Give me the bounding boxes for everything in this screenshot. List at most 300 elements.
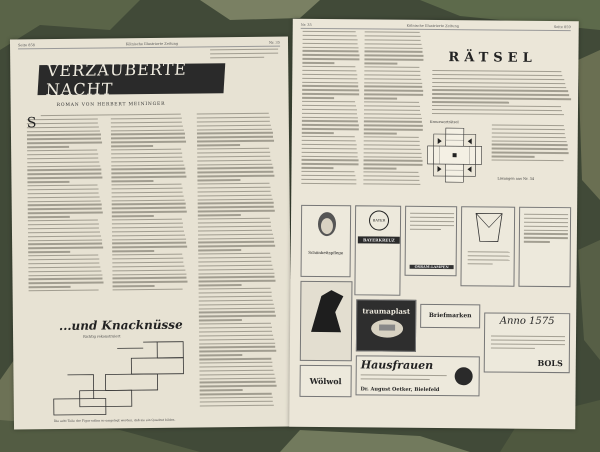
text-line bbox=[364, 140, 420, 142]
bayer-product: BAYERKREUZ bbox=[358, 236, 400, 243]
text-line bbox=[27, 150, 97, 152]
text-line bbox=[111, 121, 182, 123]
text-line bbox=[432, 70, 561, 73]
text-line bbox=[364, 55, 423, 57]
text-line bbox=[302, 151, 358, 153]
text-line bbox=[198, 194, 272, 196]
text-line bbox=[197, 113, 269, 115]
text-line bbox=[198, 191, 271, 193]
text-line bbox=[198, 226, 271, 228]
text-line bbox=[302, 159, 359, 161]
text-line bbox=[200, 401, 273, 403]
puzzle-title: ...und Knacknüsse bbox=[58, 317, 183, 333]
text-line bbox=[364, 105, 420, 107]
text-line bbox=[363, 168, 396, 170]
text-line bbox=[302, 101, 355, 103]
text-line bbox=[302, 155, 358, 157]
text-line bbox=[111, 137, 185, 139]
right-header-issue: Nr. 35 bbox=[300, 22, 312, 27]
text-line bbox=[27, 130, 100, 132]
text-line bbox=[111, 176, 186, 178]
text-line bbox=[364, 160, 423, 162]
text-line bbox=[28, 274, 102, 276]
osram-label: OSRAM-LAMPEN bbox=[410, 265, 454, 269]
classified-ad bbox=[518, 207, 571, 287]
text-line bbox=[111, 184, 181, 186]
text-line bbox=[112, 223, 183, 225]
text-line bbox=[364, 82, 422, 84]
text-line bbox=[112, 242, 186, 244]
text-line bbox=[28, 239, 102, 241]
text-line bbox=[302, 132, 334, 134]
woman-portrait bbox=[302, 206, 351, 246]
text-line bbox=[28, 223, 99, 225]
text-line bbox=[199, 311, 275, 313]
text-line bbox=[197, 156, 270, 158]
text-line bbox=[198, 237, 274, 239]
text-line bbox=[198, 253, 270, 255]
text-line bbox=[199, 334, 273, 336]
text-line bbox=[364, 125, 423, 127]
text-line bbox=[28, 196, 100, 198]
text-line bbox=[27, 153, 98, 155]
text-line bbox=[197, 148, 269, 150]
text-line bbox=[199, 342, 275, 344]
right-page bbox=[289, 19, 579, 429]
text-line bbox=[432, 78, 564, 81]
text-column-3 bbox=[197, 113, 278, 409]
text-line bbox=[365, 31, 420, 33]
text-line bbox=[198, 198, 273, 200]
text-line bbox=[302, 50, 358, 52]
puzzle-clues bbox=[432, 70, 572, 118]
text-line bbox=[197, 179, 240, 181]
crossword-label: Kreuzworträtsel bbox=[429, 119, 459, 125]
text-line bbox=[364, 152, 422, 154]
traumaplast-label: traumaplast bbox=[362, 306, 411, 316]
text-line bbox=[492, 136, 566, 138]
text-line bbox=[432, 93, 569, 96]
staircase-puzzle-figure bbox=[47, 338, 188, 417]
text-line bbox=[432, 101, 509, 103]
text-line bbox=[28, 235, 101, 237]
text-line bbox=[199, 315, 276, 317]
text-line bbox=[27, 161, 99, 163]
text-line bbox=[197, 132, 273, 134]
bandage-hand-illustration bbox=[357, 315, 416, 342]
text-line bbox=[363, 171, 418, 173]
text-line bbox=[492, 160, 564, 162]
text-line bbox=[302, 81, 358, 83]
text-line bbox=[198, 268, 273, 270]
text-line bbox=[301, 175, 355, 177]
text-line bbox=[111, 160, 183, 162]
text-line bbox=[112, 199, 185, 201]
text-line bbox=[365, 35, 421, 37]
text-line bbox=[365, 47, 423, 49]
text-line bbox=[364, 133, 397, 135]
text-line bbox=[492, 128, 565, 130]
text-line bbox=[432, 113, 564, 116]
text-line bbox=[302, 163, 359, 165]
text-line bbox=[492, 132, 565, 134]
text-line bbox=[303, 31, 356, 33]
text-line bbox=[113, 285, 155, 287]
text-line bbox=[364, 66, 419, 68]
text-line bbox=[432, 82, 565, 85]
text-line bbox=[492, 140, 567, 142]
text-line bbox=[199, 373, 274, 375]
text-line bbox=[28, 251, 70, 253]
text-line bbox=[199, 319, 242, 321]
text-line bbox=[198, 241, 274, 243]
text-line bbox=[197, 128, 272, 130]
text-line bbox=[199, 366, 272, 368]
text-line bbox=[197, 159, 271, 161]
text-line bbox=[197, 121, 270, 123]
text-line bbox=[364, 136, 419, 138]
text-line bbox=[199, 354, 242, 356]
text-line bbox=[303, 39, 358, 41]
text-line bbox=[198, 214, 241, 216]
text-line bbox=[27, 185, 97, 187]
text-line bbox=[199, 307, 275, 309]
text-line bbox=[364, 144, 420, 146]
woelwol-label: Wölwol bbox=[309, 375, 342, 387]
bayer-cross-logo: BAYER bbox=[369, 210, 389, 230]
text-line bbox=[27, 169, 101, 171]
text-line bbox=[27, 126, 99, 128]
hausfrauen-label: Hausfrauen bbox=[360, 358, 434, 372]
text-line bbox=[302, 144, 357, 146]
text-line bbox=[199, 299, 273, 301]
text-line bbox=[302, 120, 358, 122]
text-line bbox=[198, 218, 270, 220]
text-line bbox=[111, 164, 184, 166]
text-line bbox=[364, 129, 423, 131]
text-line bbox=[29, 282, 104, 284]
text-line bbox=[363, 179, 419, 181]
text-line bbox=[197, 183, 269, 185]
text-line bbox=[28, 231, 100, 233]
text-line bbox=[111, 172, 185, 174]
text-line bbox=[364, 86, 422, 88]
text-line bbox=[364, 78, 421, 80]
text-line bbox=[302, 62, 334, 64]
text-line bbox=[28, 220, 98, 222]
text-line bbox=[199, 280, 276, 282]
text-line bbox=[302, 74, 357, 76]
text-line bbox=[112, 219, 182, 221]
text-line bbox=[364, 90, 423, 92]
text-line bbox=[198, 229, 272, 231]
puzzle-heading: RÄTSEL bbox=[448, 50, 537, 66]
text-line bbox=[432, 105, 561, 108]
text-line bbox=[198, 210, 275, 212]
text-line bbox=[200, 393, 272, 395]
text-line bbox=[112, 211, 187, 213]
text-line bbox=[364, 98, 397, 100]
text-line bbox=[28, 243, 102, 245]
text-line bbox=[27, 181, 69, 183]
text-line bbox=[111, 180, 153, 182]
story-subtitle: ROMAN VON HERBERT MEININGER bbox=[56, 101, 166, 108]
text-line bbox=[364, 156, 422, 158]
text-line bbox=[111, 153, 182, 155]
text-line bbox=[302, 109, 357, 111]
text-line bbox=[112, 265, 184, 267]
text-line bbox=[112, 238, 186, 240]
wrapped-bottle-ad bbox=[460, 206, 515, 286]
text-line bbox=[432, 89, 568, 92]
text-line bbox=[111, 133, 185, 135]
osram-ad bbox=[405, 206, 458, 276]
text-line bbox=[302, 89, 359, 91]
text-line bbox=[303, 35, 357, 37]
text-line bbox=[199, 327, 272, 329]
text-line bbox=[198, 222, 271, 224]
text-line bbox=[432, 74, 562, 77]
black-silhouette bbox=[301, 282, 353, 342]
text-line bbox=[112, 207, 186, 209]
oetker-logo bbox=[455, 367, 473, 385]
text-line bbox=[198, 272, 274, 274]
text-line bbox=[112, 191, 183, 193]
text-line bbox=[112, 226, 183, 228]
text-line bbox=[111, 141, 186, 143]
text-line bbox=[302, 93, 359, 95]
text-line bbox=[198, 245, 275, 247]
text-line bbox=[41, 114, 111, 116]
text-line bbox=[198, 261, 271, 263]
bayer-ad bbox=[354, 205, 401, 295]
text-line bbox=[111, 125, 183, 127]
text-line bbox=[199, 358, 271, 360]
text-line bbox=[111, 118, 182, 120]
text-line bbox=[301, 179, 356, 181]
right-page-header bbox=[301, 23, 571, 31]
text-line bbox=[302, 136, 355, 138]
text-line bbox=[302, 54, 359, 56]
text-line bbox=[112, 277, 186, 279]
text-line bbox=[492, 148, 568, 150]
text-line bbox=[364, 121, 422, 123]
text-line bbox=[432, 97, 571, 100]
text-line bbox=[364, 51, 422, 53]
text-line bbox=[112, 188, 183, 190]
text-line bbox=[198, 249, 241, 251]
text-line bbox=[492, 125, 564, 127]
text-line bbox=[199, 284, 242, 286]
text-line bbox=[199, 350, 276, 352]
text-line bbox=[302, 140, 356, 142]
left-page bbox=[10, 37, 292, 430]
bols-ad bbox=[484, 312, 571, 373]
text-line bbox=[365, 43, 422, 45]
text-line bbox=[29, 290, 99, 292]
text-line bbox=[432, 109, 562, 112]
text-line bbox=[112, 269, 185, 271]
text-line bbox=[198, 202, 274, 204]
text-line bbox=[302, 113, 357, 115]
text-line bbox=[302, 78, 357, 80]
solutions-text bbox=[492, 125, 570, 165]
text-line bbox=[28, 200, 101, 202]
text-line bbox=[112, 215, 154, 217]
oetker-ad bbox=[356, 355, 480, 396]
text-line bbox=[112, 203, 186, 205]
text-line bbox=[197, 136, 273, 138]
text-line bbox=[364, 74, 420, 76]
oetker-label: Dr. August Oetker, Bielefeld bbox=[360, 386, 440, 394]
text-line bbox=[28, 270, 101, 272]
text-line bbox=[27, 122, 98, 124]
text-line bbox=[363, 175, 419, 177]
text-line bbox=[197, 140, 274, 142]
text-line bbox=[113, 289, 183, 291]
text-line bbox=[198, 206, 274, 208]
text-line bbox=[364, 59, 423, 61]
text-line bbox=[200, 377, 276, 379]
text-line bbox=[364, 164, 423, 166]
text-line bbox=[197, 152, 270, 154]
text-line bbox=[197, 144, 240, 146]
solutions-label: Lösungen aus Nr. 34 bbox=[497, 176, 535, 181]
crossword-grid bbox=[425, 126, 484, 185]
text-line bbox=[28, 192, 99, 194]
text-line bbox=[199, 370, 273, 372]
text-line bbox=[111, 149, 181, 151]
text-line bbox=[113, 281, 188, 283]
text-line bbox=[198, 187, 271, 189]
text-line bbox=[301, 183, 356, 185]
text-line bbox=[28, 212, 103, 214]
text-line bbox=[112, 273, 186, 275]
figure-ad bbox=[300, 281, 353, 361]
text-line bbox=[197, 175, 274, 177]
text-line bbox=[199, 303, 274, 305]
text-line bbox=[27, 173, 101, 175]
text-line bbox=[197, 117, 270, 119]
text-line bbox=[112, 262, 183, 264]
text-line bbox=[28, 204, 102, 206]
text-line bbox=[112, 254, 182, 256]
wrapped-bottle-illustration bbox=[462, 207, 515, 247]
text-line bbox=[197, 171, 273, 173]
text-line bbox=[28, 258, 99, 260]
text-line bbox=[364, 113, 421, 115]
text-line bbox=[28, 278, 102, 280]
text-line bbox=[27, 177, 102, 179]
text-line bbox=[364, 63, 397, 65]
text-column-2 bbox=[111, 114, 189, 294]
text-line bbox=[111, 129, 184, 131]
text-line bbox=[492, 152, 569, 154]
text-line bbox=[302, 148, 357, 150]
text-line bbox=[27, 165, 100, 167]
text-line bbox=[302, 105, 356, 107]
text-line bbox=[302, 124, 359, 126]
text-line bbox=[302, 128, 359, 130]
woelwol-ad bbox=[299, 365, 351, 397]
drop-cap: S bbox=[26, 115, 37, 132]
text-line bbox=[27, 118, 98, 120]
text-line bbox=[302, 116, 358, 118]
text-line bbox=[112, 250, 154, 252]
text-line bbox=[364, 101, 419, 103]
text-line bbox=[303, 46, 359, 48]
puzzle-caption: Die acht Teile der Figur sollen so umgelegt werden, daß sie ein Quadrat bilden. bbox=[53, 417, 176, 424]
text-column-top-right bbox=[210, 49, 278, 61]
text-line bbox=[364, 70, 420, 72]
text-column-5 bbox=[363, 31, 424, 187]
text-line bbox=[199, 338, 274, 340]
text-line bbox=[111, 156, 182, 158]
text-line bbox=[199, 288, 271, 290]
text-line bbox=[303, 43, 358, 45]
text-line bbox=[492, 156, 535, 158]
text-line bbox=[28, 262, 99, 264]
text-line bbox=[364, 94, 423, 96]
text-line bbox=[364, 117, 422, 119]
text-line bbox=[200, 385, 277, 387]
text-line bbox=[365, 39, 421, 41]
text-line bbox=[198, 233, 273, 235]
text-line bbox=[198, 264, 272, 266]
text-line bbox=[198, 276, 274, 278]
text-line bbox=[197, 163, 272, 165]
text-line bbox=[197, 124, 271, 126]
text-line bbox=[199, 323, 271, 325]
text-line bbox=[112, 234, 185, 236]
text-line bbox=[198, 257, 271, 259]
briefmarken-label: Briefmarken bbox=[428, 311, 472, 320]
text-line bbox=[302, 70, 356, 72]
traumaplast-ad bbox=[356, 299, 416, 352]
text-line bbox=[200, 405, 274, 407]
text-line bbox=[28, 208, 102, 210]
text-line bbox=[200, 381, 276, 383]
text-line bbox=[199, 346, 275, 348]
text-line bbox=[111, 114, 181, 116]
text-line bbox=[199, 331, 272, 333]
text-line bbox=[28, 227, 99, 229]
text-line bbox=[112, 246, 187, 248]
left-header-issue: Nr. 35 bbox=[268, 40, 281, 45]
text-line bbox=[28, 247, 103, 249]
briefmarken-ad bbox=[420, 304, 480, 329]
text-line bbox=[302, 58, 359, 60]
text-line bbox=[302, 66, 355, 68]
text-line bbox=[364, 148, 421, 150]
text-column-4 bbox=[301, 31, 360, 187]
beauty-ad-text: Schönheitspflege bbox=[308, 249, 344, 256]
left-header-paper: Kölnische Illustrierte Zeitung bbox=[125, 41, 179, 47]
right-header-page: Seite 859 bbox=[553, 25, 571, 30]
text-line bbox=[302, 85, 358, 87]
text-line bbox=[302, 97, 334, 99]
text-line bbox=[200, 397, 273, 399]
text-line bbox=[112, 195, 184, 197]
puzzle-subtitle: Richtig rekonstruiert bbox=[83, 334, 121, 339]
text-line bbox=[27, 146, 69, 148]
text-line bbox=[112, 258, 183, 260]
text-line bbox=[199, 362, 272, 364]
text-line bbox=[111, 168, 185, 170]
text-line bbox=[28, 188, 99, 190]
text-line bbox=[112, 230, 184, 232]
text-line bbox=[363, 183, 420, 185]
